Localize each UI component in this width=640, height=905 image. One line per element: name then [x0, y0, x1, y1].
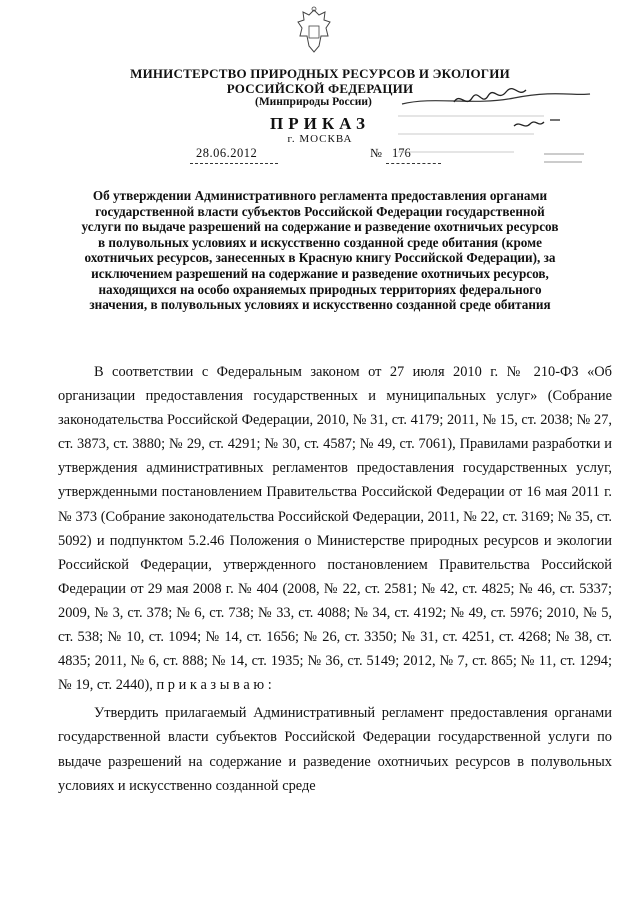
body-paragraph: Утвердить прилагаемый Административный регламент предоставления органами государственной власти субъектов Российской Федерации государственной услуги по выдаче разрешений на содержание и разведение охотничьих ресурсов в полувольных условиях и искусственно созданной среде — [58, 705, 612, 794]
document-type: ПРИКАЗ — [270, 114, 370, 133]
coat-of-arms-emblem — [295, 6, 333, 56]
document-date: 28.06.2012 — [196, 146, 258, 160]
registration-stamp — [394, 86, 594, 186]
document-city: г. МОСКВА — [287, 133, 353, 145]
document-number: 176 — [392, 146, 411, 160]
document-title: Об утверждении Административного регламента предоставления органами государственной власти субъектов Российской Федерации государственной услуги по выдаче разрешений на содержание и разведение охотничьих ресурсов в полувольных условиях и искусственно созданной среде обитания (кроме охотничьих ресурсов, занесенных в Красную книгу Российской Федерации), за исключением разрешений на содержание и разведение охотничьих ресурсов, находящихся на особо охраняемых природных территориях федерального значения, в полувольных условиях и искусственно созданной среде обитания — [81, 188, 559, 313]
ministry-line-2: РОССИЙСКОЙ ФЕДЕРАЦИИ — [226, 81, 414, 96]
ministry-short-name: (Минприроды России) — [255, 96, 372, 108]
date-underline — [190, 163, 278, 164]
body-paragraph: В соответствии с Федеральным законом от 27 июля 2010 г. № 210-ФЗ «Об организации предоставления государственных и муниципальных услуг» (Собрание законодательства Российской Федерации, 2010, № 31, ст. 4179; 2011, № 15, ст. 2038; № 27, ст. 3873, ст. 3880; № 29, ст. 4291; № 30, ст. 4587; № 49, ст. 7061), Правилами разработки и утверждения административных регламентов предоставления государственных услуг, утвержденными постановлением Правительства Российской Федерации от 16 мая 2011 г. № 373 (Собрание законодательства Российской Федерации, 2011, № 22, ст. 3169; № 35, ст. 5092) и подпунктом 5.2.46 Положения о Министерстве природных ресурсов и экологии Российской Федерации, утвержденного постановлением Правительства Российской Федерации от 29 мая 2008 г. № 404 (2008, № 22, ст. 2581; № 42, ст. 4825; № 46, ст. 5337; 2009, № 3, ст. 378; № 6, ст. 738; № 33, ст. 4088; № 34, ст. 4192; № 49, ст. 5976; 2010, № 5, ст. 538; № 10, ст. 1094; № 14, ст. 1656; № 26, ст. 3350; № 31, ст. 4251, ст. 4268; № 38, ст. 4835; 2011, № 6, ст. 888; № 14, ст. 1935; № 36, ст. 5149; 2012, № 7, ст. 865; № 11, ст. 1294; № 19, ст. 2440), п р и к а з ы в а ю : — [58, 364, 612, 694]
document-body — [58, 360, 612, 798]
number-sign: № — [370, 146, 382, 160]
ministry-line-1: МИНИСТЕРСТВО ПРИРОДНЫХ РЕСУРСОВ И ЭКОЛОГИИ — [130, 66, 510, 81]
